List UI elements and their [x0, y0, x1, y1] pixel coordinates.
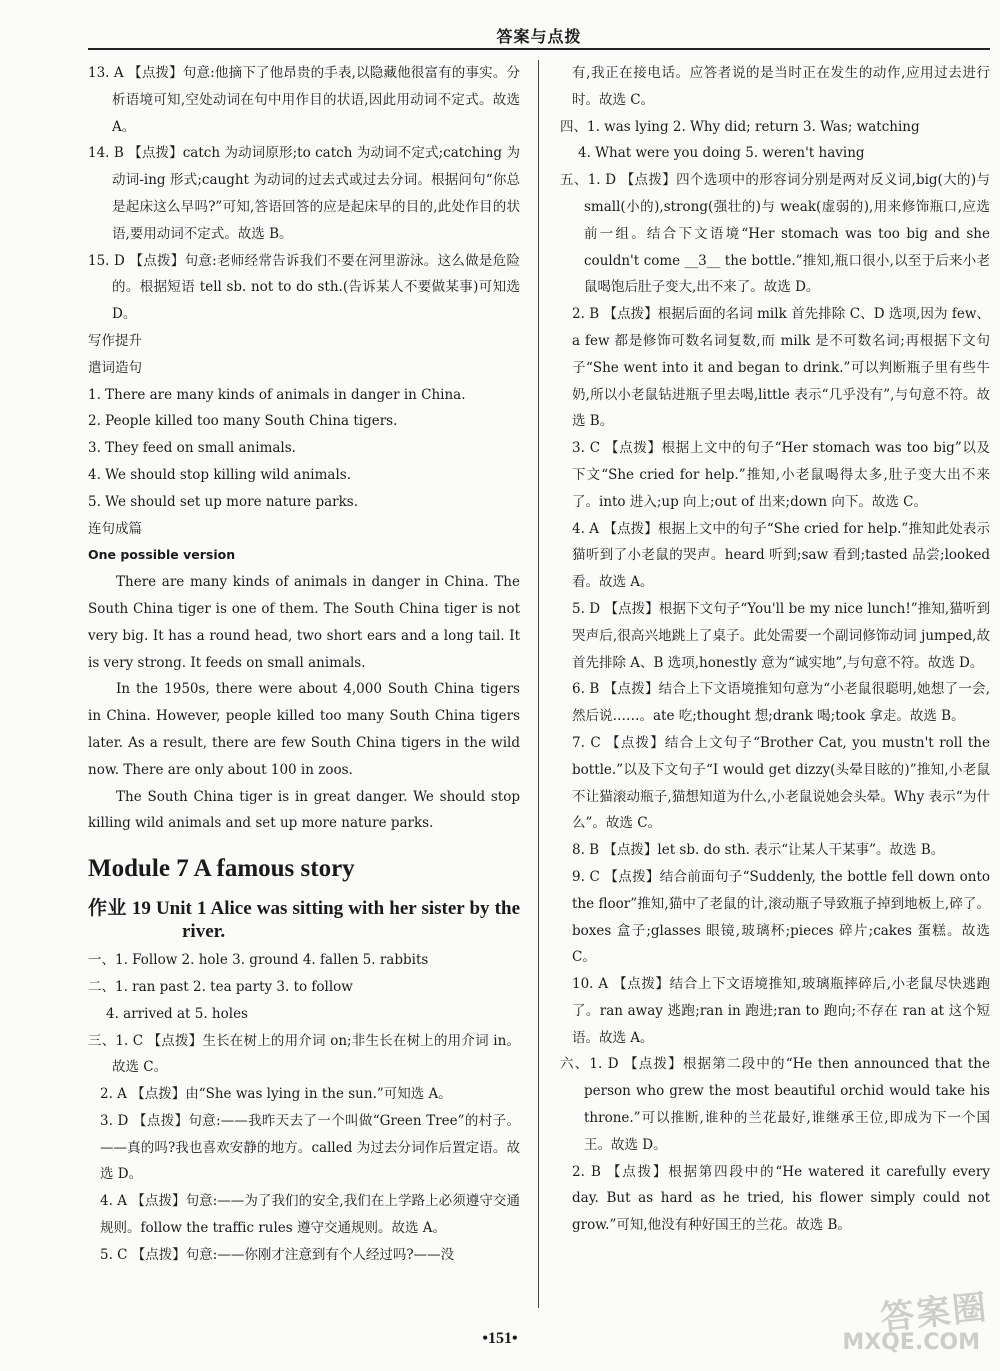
right-paragraph: 四、1. was lying 2. Why did; return 3. Was; watching	[560, 118, 920, 135]
left-paragraph: 作业 19 Unit 1 Alice was sitting with her sister by the river.	[88, 898, 520, 943]
left-paragraph: 15. D 【点拨】句意:老师经常告诉我们不要在河里游泳。这么做是危险的。根据短语 tell sb. not to do sth.(告诉某人不要做某事)可知选 D。	[88, 252, 520, 323]
watermark-url: MXQE.COM	[842, 1330, 980, 1355]
right-paragraph: 六、1. D 【点拨】根据第二段中的“He then announced that the person who grew the most beautiful orchid would take his throne.”可以推断,谁种的兰花最好,谁继承王位,即成为下一个国王。故选 D。	[560, 1056, 990, 1153]
left-paragraph: 遣词造句	[88, 359, 142, 376]
right-paragraph: 6. B 【点拨】结合上下文语境推知句意为“小老鼠很聪明,她想了一会,然后说……。ate 吃;thought 想;drank 喝;took 拿走。故选 B。	[572, 681, 990, 725]
right-paragraph: 5. D 【点拨】根据下文句子“You'll be my nice lunch!”推知,猫听到哭声后,很高兴地跳上了桌子。此处需要一个副词修饰动词 jumped,故首先排除 A、B 选项,honestly 意为“诚实地”,与句意不符。故选 D。	[572, 600, 990, 671]
left-paragraph: 写作提升	[88, 332, 142, 349]
right-paragraph: 8. B 【点拨】let sb. do sth. 表示“让某人干某事”。故选 B。	[572, 842, 945, 859]
left-paragraph: 2. A 【点拨】由“She was lying in the sun.”可知选 A。	[100, 1086, 452, 1103]
left-paragraph: 一、1. Follow 2. hole 3. ground 4. fallen 5. rabbits	[88, 952, 429, 969]
left-paragraph: 2. People killed too many South China tigers.	[88, 413, 398, 430]
column-divider	[538, 60, 539, 1308]
left-paragraph: 4. arrived at 5. holes	[106, 1005, 248, 1022]
left-paragraph: 3. They feed on small animals.	[88, 440, 296, 457]
left-paragraph: 4. We should stop killing wild animals.	[88, 466, 351, 483]
right-paragraph: 2. B 【点拨】根据第四段中的“He watered it carefully every day. But as hard as he tried, his flower simply could not grow.”可知,他没有种好国王的兰花。故选 B。	[572, 1163, 990, 1234]
header-title: 答案与点拨	[496, 27, 582, 46]
page-header	[88, 22, 990, 50]
right-paragraph: 4. A 【点拨】根据上文中的句子“She cried for help.”推知此处表示猫听到了小老鼠的哭声。heard 听到;saw 看到;tasted 品尝;looked 看。故选 A。	[572, 520, 990, 591]
right-paragraph: 五、1. D 【点拨】四个选项中的形容词分别是两对反义词,big(大的)与 small(小的),strong(强壮的)与 weak(虚弱的),用来修饰瓶口,应选前一组。结合下文语境“Her stomach was too big and she couldn't come __3__ the bottle.”推知,瓶口很小,以至于后来小老鼠喝饱后肚子变大,出不来了。故选 D。	[560, 172, 990, 296]
right-paragraph: 9. C 【点拨】结合前面句子“Suddenly, the bottle fell down onto the floor”推知,猫中了老鼠的计,滚动瓶子导致瓶子掉到地板上,碎了。boxes 盒子;glasses 眼镜,玻璃杯;pieces 碎片;cakes 蛋糕。故选 C。	[572, 868, 990, 966]
left-paragraph: 1. There are many kinds of animals in danger in China.	[88, 386, 466, 403]
right-paragraph: 4. What were you doing 5. weren't having	[578, 145, 865, 162]
right-column	[560, 60, 990, 1239]
right-paragraph: 2. B 【点拨】根据后面的名词 milk 首先排除 C、D 选项,因为 few、a few 都是修饰可数名词复数,而 milk 是不可数名词;再根据下文句子“She went into it and began to drink.”可以判断瓶子里有些牛奶,所以小老鼠钻进瓶子里去喝,little 表示“几乎没有”,与句意不符。故选 B。	[572, 306, 990, 430]
left-column	[88, 60, 520, 1269]
left-paragraph: 13. A 【点拨】句意:他摘下了他昂贵的手表,以隐藏他很富有的事实。分析语境可知,空处动词在句中用作目的状语,因此用动词不定式。故选 A。	[88, 65, 520, 135]
left-paragraph: Module 7 A famous story	[88, 855, 355, 883]
left-paragraph: 二、1. ran past 2. tea party 3. to follow	[88, 978, 353, 995]
watermark-logo: 答案圈	[878, 1287, 991, 1339]
left-paragraph: There are many kinds of animals in danger in China. The South China tiger is one of them. The South China tiger is not very big. It has a round head, two short ears and a long tail. It is very strong. It feeds on small animals.	[88, 574, 520, 671]
left-paragraph: 14. B 【点拨】catch 为动词原形;to catch 为动词不定式;catching 为动词-ing 形式;caught 为动词的过去式或过去分词。根据问句“你总是起床这么早吗?”可知,答语回答的应是起床早的目的,此处作目的状语,要用动词不定式。故选 B。	[88, 145, 520, 242]
right-paragraph: 有,我正在接电话。应答者说的是当时正在发生的动作,应用过去进行时。故选 C。	[572, 65, 990, 108]
left-paragraph: 三、1. C 【点拨】生长在树上的用介词 on;非生长在树上的用介词 in。故选 C。	[88, 1032, 520, 1076]
right-paragraph: 7. C 【点拨】结合上文句子“Brother Cat, you mustn't roll the bottle.”以及下文句子“I would get dizzy(头晕目眩的)”推知,小老鼠不让猫滚动瓶子,猫想知道为什么,小老鼠说她会头晕。Why 表示“为什么”。故选 C。	[572, 734, 990, 832]
left-paragraph: 3. D 【点拨】句意:——我昨天去了一个叫做“Green Tree”的村子。——真的吗?我也喜欢安静的地方。called 为过去分词作后置定语。故选 D。	[100, 1112, 520, 1183]
left-paragraph: One possible version	[88, 547, 236, 563]
left-paragraph: 连句成篇	[88, 520, 142, 537]
left-paragraph: 4. A 【点拨】句意:——为了我们的安全,我们在上学路上必须遵守交通规则。follow the traffic rules 遵守交通规则。故选 A。	[100, 1193, 520, 1237]
left-paragraph: The South China tiger is in great danger. We should stop killing wild animals and set up more nature parks.	[88, 788, 520, 832]
left-paragraph: In the 1950s, there were about 4,000 South China tigers in China. However, people killed too many South China tigers later. As a result, there are few South China tigers in the wild now. There are only about 100 in zoos.	[88, 681, 520, 778]
right-paragraph: 3. C 【点拨】根据上文中的句子“Her stomach was too big”以及下文“She cried for help.”推知,小老鼠喝得太多,肚子变大出不来了。into 进入;up 向上;out of 出来;down 向下。故选 C。	[572, 440, 990, 510]
page-number: •151•	[482, 1330, 518, 1347]
right-paragraph: 10. A 【点拨】结合上下文语境推知,玻璃瓶摔碎后,小老鼠尽快逃跑了。ran away 逃跑;ran in 跑进;ran to 跑向;不存在 ran at 这个短语。故选 A。	[572, 976, 990, 1046]
left-paragraph: 5. C 【点拨】句意:——你刚才注意到有个人经过吗?——没	[100, 1246, 455, 1263]
left-paragraph: 5. We should set up more nature parks.	[88, 493, 358, 510]
